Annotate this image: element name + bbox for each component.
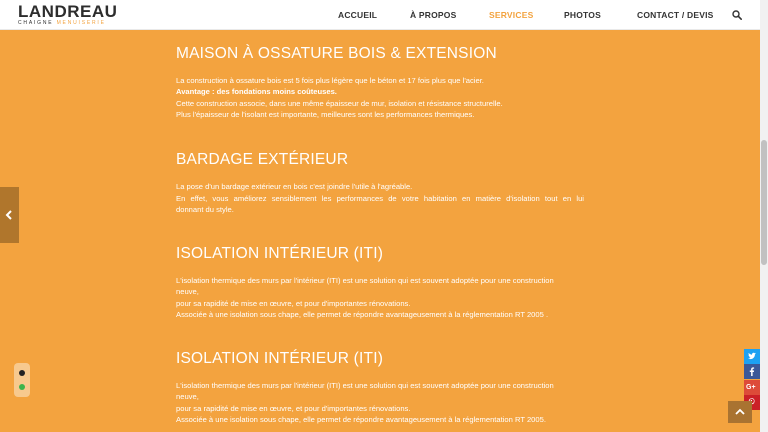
- section-text-line: neuve,: [176, 287, 199, 296]
- section-text-line: La construction à ossature bois est 5 fois plus légère que le béton et 17 fois plus que l'acier.: [176, 76, 484, 85]
- section-text-line: Associée à une isolation sous chape, elle permet de répondre avantageusement à la réglementation RT 2005 .: [176, 310, 549, 319]
- nav-contact-devis[interactable]: CONTACT / DEVIS: [637, 10, 714, 20]
- site-header: [0, 0, 760, 30]
- nav-accueil[interactable]: ACCUEIL: [338, 10, 378, 20]
- nav-services[interactable]: SERVICES: [489, 10, 534, 20]
- search-icon[interactable]: [732, 10, 742, 20]
- facebook-icon: [748, 367, 756, 376]
- section-title-ossature-bois: MAISON À OSSATURE BOIS & EXTENSION: [176, 45, 497, 62]
- dot-navigation: [14, 363, 30, 397]
- section-text-line: Plus l'épaisseur de l'isolant est importante, meilleures sont les performances thermiques.: [176, 110, 475, 119]
- section-text-line: En effet, vous améliorez sensiblement les performances de votre habitation en matière d'isolation tout en lui: [176, 194, 584, 203]
- section-text-line: pour sa rapidité de mise en œuvre, et pour d'importantes rénovations.: [176, 299, 411, 308]
- dot-nav-item-2[interactable]: [19, 384, 25, 390]
- nav-a-propos[interactable]: À PROPOS: [410, 10, 457, 20]
- logo-main-text: LANDREAU: [18, 2, 118, 21]
- section-text-line: [176, 86, 584, 97]
- section-text-bold: Avantage : des fondations moins coûteuses.: [176, 87, 337, 96]
- section-title-isolation-2: ISOLATION INTÉRIEUR (ITI): [176, 350, 384, 367]
- section-text-line: Cette construction associe, dans une même épaisseur de mur, isolation et résistance structurelle.: [176, 99, 503, 108]
- section-text-line: L'isolation thermique des murs par l'intérieur (ITI) est une solution qui est souvent adoptée pour une construction: [176, 276, 554, 285]
- logo-sub-right: MENUISERIE: [56, 20, 106, 26]
- section-text-line: pour sa rapidité de mise en œuvre, et pour d'importantes rénovations.: [176, 404, 411, 413]
- back-to-top-button[interactable]: [728, 401, 752, 423]
- logo-sub-left: CHAIGNE: [18, 20, 54, 26]
- logo[interactable]: [18, 3, 117, 26]
- share-twitter-button[interactable]: [744, 349, 760, 364]
- section-text-line: La pose d'un bardage extérieur en bois c'est joindre l'utile à l'agréable.: [176, 182, 413, 191]
- nav-photos[interactable]: PHOTOS: [564, 10, 601, 20]
- share-google-plus-button[interactable]: [744, 380, 760, 395]
- google-plus-icon: G+: [746, 384, 756, 391]
- scrollbar-thumb[interactable]: [761, 140, 767, 265]
- twitter-icon: [748, 352, 756, 360]
- chevron-left-icon: [5, 210, 13, 220]
- previous-page-button[interactable]: [0, 187, 19, 243]
- section-title-isolation-1: ISOLATION INTÉRIEUR (ITI): [176, 245, 384, 262]
- share-facebook-button[interactable]: [744, 364, 760, 379]
- chevron-up-icon: [735, 408, 745, 416]
- dot-nav-item-1[interactable]: [19, 370, 25, 376]
- section-text-line: L'isolation thermique des murs par l'intérieur (ITI) est une solution qui est souvent adoptée pour une construction: [176, 381, 554, 390]
- section-text-line: Associée à une isolation sous chape, elle permet de répondre avantageusement à la réglementation RT 2005.: [176, 415, 546, 424]
- section-title-bardage: BARDAGE EXTÉRIEUR: [176, 151, 349, 168]
- section-text-line: neuve,: [176, 392, 199, 401]
- logo-subtitle: [18, 20, 117, 26]
- section-text-line: donnant du style.: [176, 205, 234, 214]
- page-scrollbar[interactable]: [760, 0, 768, 432]
